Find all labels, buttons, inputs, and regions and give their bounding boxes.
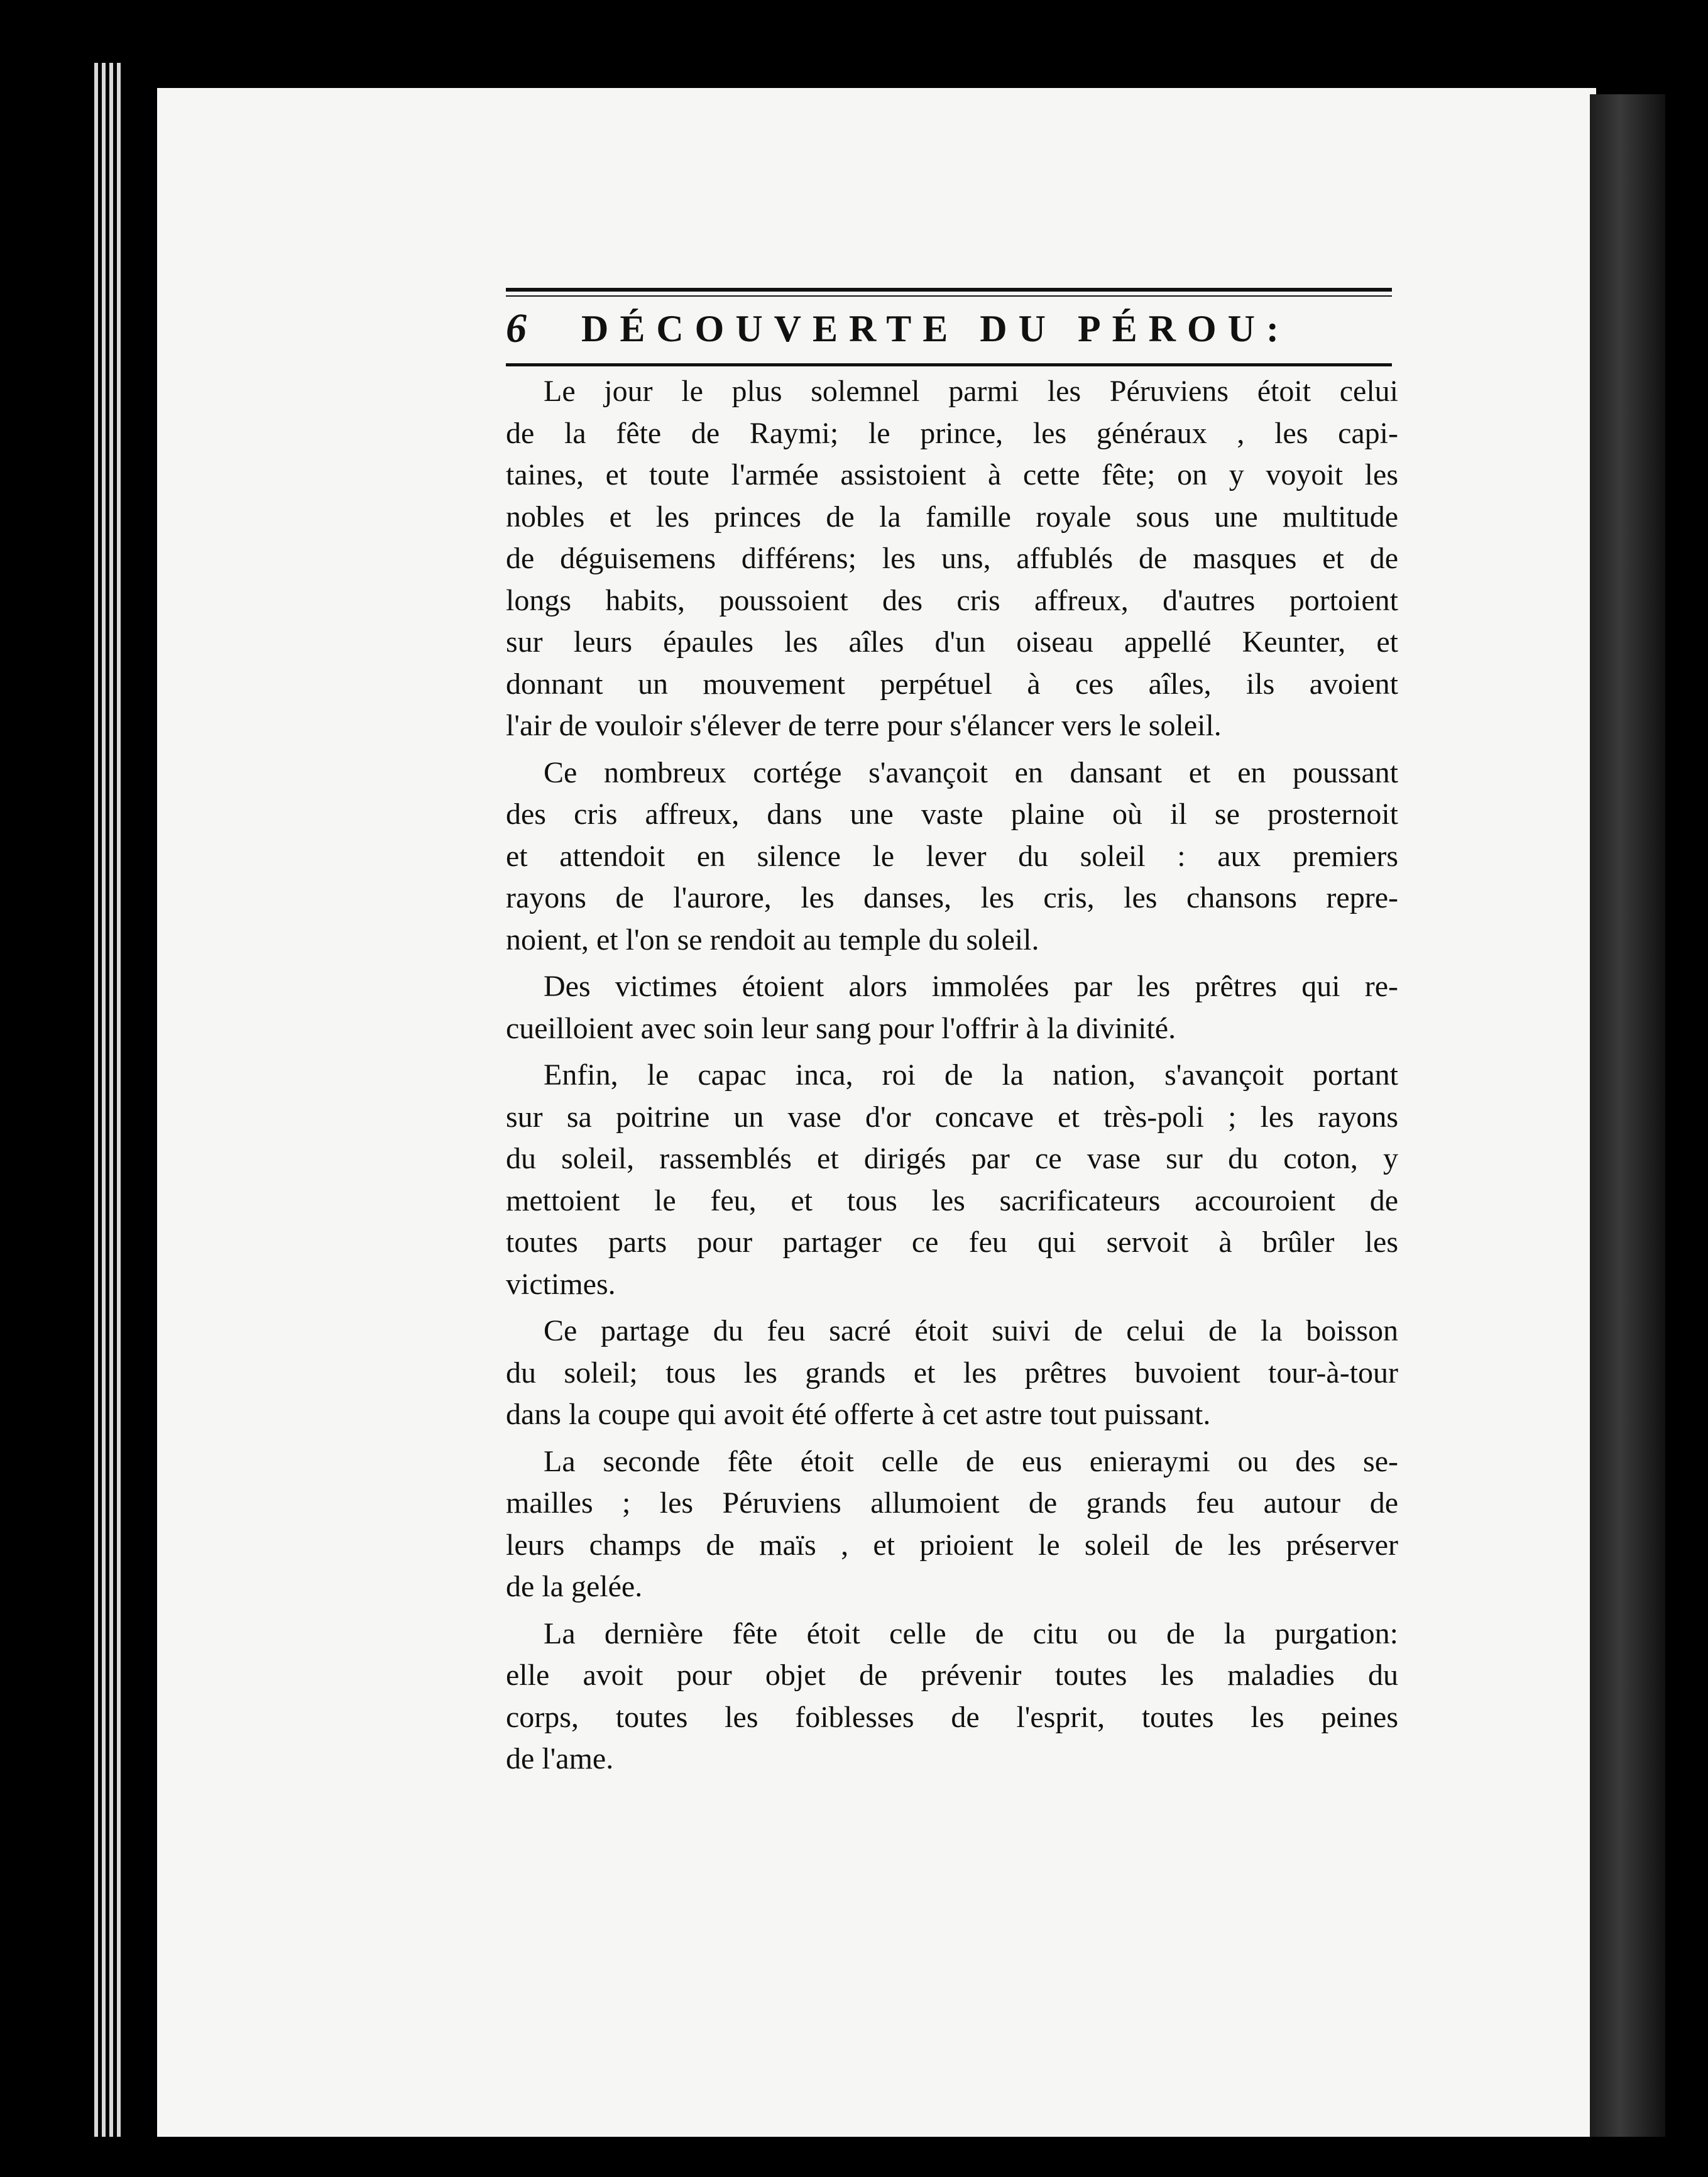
text-line: La seconde fête étoit celle de eus enieraymi ou des se- xyxy=(544,1444,1398,1478)
text-line: mailles ; les Péruviens allumoient de grands feu autour de xyxy=(506,1486,1398,1520)
page-fore-edge-shadow xyxy=(1590,94,1665,2137)
paragraph xyxy=(506,1441,1398,1608)
text-line: cueilloient avec soin leur sang pour l'offrir à la divinité. xyxy=(506,1011,1176,1045)
text-line: Ce partage du feu sacré étoit suivi de celui de la boisson xyxy=(544,1314,1398,1347)
paragraph xyxy=(506,1310,1398,1436)
paragraph xyxy=(506,752,1398,962)
text-line: elle avoit pour objet de prévenir toutes les maladies du xyxy=(506,1659,1398,1692)
text-line: Enfin, le capac inca, roi de la nation, s'avançoit portant xyxy=(544,1058,1398,1092)
header-rule-bottom xyxy=(506,363,1392,366)
text-line: noient, et l'on se rendoit au temple du soleil. xyxy=(506,923,1039,957)
text-line: rayons de l'aurore, les danses, les cris, les chansons repre- xyxy=(506,881,1398,914)
text-line: Ce nombreux cortége s'avançoit en dansant et en poussant xyxy=(544,755,1398,789)
text-line: du soleil; tous les grands et les prêtres buvoient tour-à-tour xyxy=(506,1356,1398,1390)
text-line: Le jour le plus solemnel parmi les Péruviens étoit celui xyxy=(544,375,1398,408)
text-line: nobles et les princes de la famille royale sous une multitude xyxy=(506,500,1398,534)
text-line: victimes. xyxy=(506,1267,616,1301)
text-line: longs habits, poussoient des cris affreux, d'autres portoient xyxy=(506,583,1398,617)
text-line: du soleil, rassemblés et dirigés par ce vase sur du coton, y xyxy=(506,1142,1398,1175)
page-header xyxy=(506,300,1392,357)
page-stack-edges xyxy=(94,63,119,2137)
running-title: DÉCOUVERTE DU PÉROU: xyxy=(581,307,1290,349)
text-line: de déguisemens différens; les uns, affublés de masques et de xyxy=(506,542,1398,575)
paragraph xyxy=(506,371,1398,747)
paragraph xyxy=(506,966,1398,1050)
header-rule-thick xyxy=(506,288,1392,292)
header-rule-thin xyxy=(506,295,1392,297)
text-line: de la fête de Raymi; le prince, les généraux , les capi- xyxy=(506,416,1398,450)
text-line: mettoient le feu, et tous les sacrificateurs accouroient de xyxy=(506,1183,1398,1217)
text-line: toutes parts pour partager ce feu qui servoit à brûler les xyxy=(506,1226,1398,1259)
text-line: sur sa poitrine un vase d'or concave et très-poli ; les rayons xyxy=(506,1100,1398,1134)
text-line: leurs champs de maïs , et prioient le soleil de les préserver xyxy=(506,1528,1398,1562)
text-line: l'air de vouloir s'élever de terre pour s'élancer vers le soleil. xyxy=(506,709,1222,742)
text-line: des cris affreux, dans une vaste plaine où il se prosternoit xyxy=(506,798,1398,831)
text-line: sur leurs épaules les aîles d'un oiseau appellé Keunter, et xyxy=(506,625,1398,659)
text-line: Des victimes étoient alors immolées par les prêtres qui re- xyxy=(544,970,1398,1003)
body-text xyxy=(506,371,1398,1785)
text-line: de la gelée. xyxy=(506,1570,643,1603)
text-line: taines, et toute l'armée assistoient à cette fête; on y voyoit les xyxy=(506,458,1398,491)
text-line: La dernière fête étoit celle de citu ou de la purgation: xyxy=(544,1616,1398,1650)
text-line: dans la coupe qui avoit été offerte à cet astre tout puissant. xyxy=(506,1398,1211,1431)
text-line: corps, toutes les foiblesses de l'esprit, toutes les peines xyxy=(506,1700,1398,1734)
text-line: de l'ame. xyxy=(506,1742,614,1775)
page-number: 6 xyxy=(506,305,527,351)
text-line: et attendoit en silence le lever du soleil : aux premiers xyxy=(506,839,1398,873)
text-line: donnant un mouvement perpétuel à ces aîles, ils avoient xyxy=(506,667,1398,701)
paragraph xyxy=(506,1613,1398,1780)
paragraph xyxy=(506,1055,1398,1305)
